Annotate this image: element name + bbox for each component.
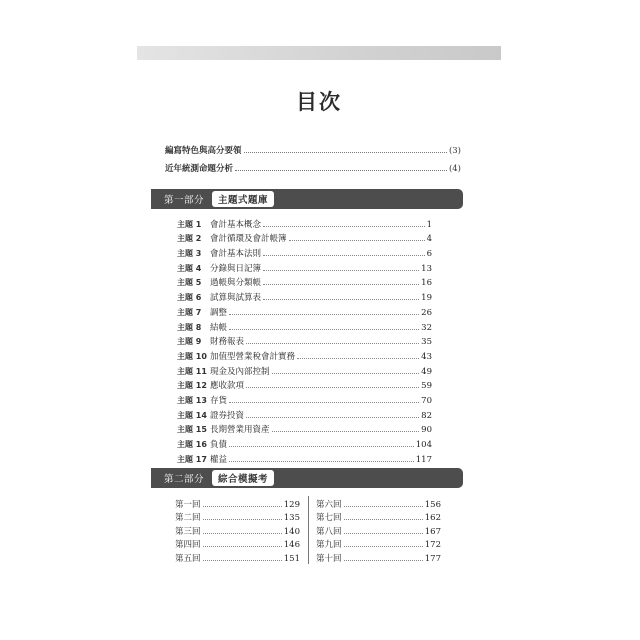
column-divider xyxy=(308,496,309,564)
topic-page: 13 xyxy=(421,263,432,274)
topic-page: 104 xyxy=(415,440,432,450)
topic-number: 主題 8 xyxy=(177,322,202,332)
toc-page xyxy=(137,46,501,576)
topic-number: 主題 9 xyxy=(177,337,202,347)
topic-row[interactable] xyxy=(177,333,432,348)
topic-name: 分錄與日記簿 xyxy=(210,263,262,274)
mock-exam-page: 177 xyxy=(424,553,441,564)
mock-exam-name: 第六回 xyxy=(316,499,342,510)
topic-number: 主題 7 xyxy=(177,307,202,317)
topic-name: 權益 xyxy=(210,454,228,465)
topic-row[interactable] xyxy=(177,362,432,377)
mock-exam-page: 156 xyxy=(424,499,441,510)
topic-name: 調整 xyxy=(210,307,228,318)
topic-number: 主題 4 xyxy=(177,263,202,273)
front-matter-item[interactable] xyxy=(165,160,461,174)
topic-number: 主題 12 xyxy=(177,381,207,391)
mock-exam-name: 第四回 xyxy=(175,540,201,550)
topic-name: 試算與試算表 xyxy=(210,293,262,304)
front-matter-label: 編寫特色與高分要領 xyxy=(165,146,242,156)
topic-row[interactable] xyxy=(177,230,432,245)
topic-row[interactable] xyxy=(177,391,432,406)
topic-row[interactable] xyxy=(177,450,432,465)
topic-row[interactable] xyxy=(177,288,432,303)
front-matter-page: (4) xyxy=(448,164,461,174)
topic-number: 主題 17 xyxy=(177,454,207,464)
dot-leader xyxy=(203,519,282,520)
front-matter-page: (3) xyxy=(448,146,461,156)
topic-row[interactable] xyxy=(177,274,432,289)
mock-exam-name: 第三回 xyxy=(175,526,201,537)
page-title: 目次 xyxy=(296,90,342,114)
topic-number: 主題 6 xyxy=(177,293,202,303)
dot-leader xyxy=(344,546,423,547)
mock-exam-name: 第七回 xyxy=(316,513,342,523)
topic-row[interactable] xyxy=(177,377,432,392)
topic-name: 存貨 xyxy=(210,395,228,406)
dot-leader xyxy=(263,284,419,285)
mock-exam-page: 162 xyxy=(424,513,441,523)
topic-number: 主題 5 xyxy=(177,278,202,288)
dot-leader xyxy=(344,506,423,507)
dot-leader xyxy=(246,417,419,418)
part2-name: 綜合模擬考 xyxy=(212,470,274,486)
topic-name: 證券投資 xyxy=(210,410,245,421)
topic-name: 應收款項 xyxy=(210,381,245,392)
topic-number: 主題 14 xyxy=(177,410,207,420)
dot-leader xyxy=(344,533,423,534)
topic-row[interactable] xyxy=(177,406,432,421)
topic-number: 主題 3 xyxy=(177,249,202,259)
topic-name: 現金及內部控制 xyxy=(210,366,270,377)
part1-name: 主題式題庫 xyxy=(212,191,274,207)
topic-name: 會計基本概念 xyxy=(210,219,262,230)
mock-exam-row[interactable] xyxy=(175,537,300,551)
topic-page: 32 xyxy=(421,322,432,333)
dot-leader xyxy=(229,402,419,403)
topic-number: 主題 13 xyxy=(177,395,207,405)
topic-row[interactable] xyxy=(177,347,432,362)
mock-exam-name: 第八回 xyxy=(316,526,342,537)
mock-exam-row[interactable] xyxy=(316,496,441,510)
topic-number: 主題 10 xyxy=(177,351,207,361)
mock-exam-page: 129 xyxy=(283,499,300,510)
topic-name: 過帳與分類帳 xyxy=(210,278,262,289)
mock-exam-row[interactable] xyxy=(316,550,441,564)
mock-exam-row[interactable] xyxy=(316,523,441,537)
dot-leader xyxy=(344,560,423,561)
dot-leader xyxy=(263,299,419,300)
dot-leader xyxy=(246,387,419,388)
topic-row[interactable] xyxy=(177,244,432,259)
part2-label: 第二部分 xyxy=(164,474,205,485)
topic-page: 26 xyxy=(421,307,432,318)
topic-number: 主題 16 xyxy=(177,440,207,449)
topic-list xyxy=(177,215,432,465)
dot-leader xyxy=(229,329,419,330)
dot-leader xyxy=(246,343,419,344)
topic-name: 長期營業用資產 xyxy=(210,425,270,436)
topic-number: 主題 11 xyxy=(177,366,207,376)
mock-exam-name: 第五回 xyxy=(175,553,201,564)
mock-exam-row[interactable] xyxy=(175,510,300,524)
topic-page: 35 xyxy=(421,337,432,348)
topic-page: 19 xyxy=(421,293,432,304)
topic-row[interactable] xyxy=(177,259,432,274)
topic-page: 59 xyxy=(421,381,432,392)
mock-exam-row[interactable] xyxy=(175,523,300,537)
topic-page: 1 xyxy=(426,219,432,230)
part1-header xyxy=(151,189,463,209)
topic-name: 加值型營業稅會計實務 xyxy=(210,351,296,362)
topic-page: 117 xyxy=(415,454,432,465)
mock-exam-row[interactable] xyxy=(175,496,300,510)
dot-leader xyxy=(203,506,282,507)
mock-exam-row[interactable] xyxy=(175,550,300,564)
part2-header xyxy=(151,468,463,488)
topic-page: 49 xyxy=(421,366,432,377)
topic-name: 負債 xyxy=(210,440,228,450)
front-matter-item[interactable] xyxy=(165,142,461,156)
topic-name: 會計基本法則 xyxy=(210,249,262,260)
mock-exam-page: 167 xyxy=(424,526,441,537)
mock-exam-page: 146 xyxy=(283,540,300,550)
topic-page: 70 xyxy=(421,395,432,406)
topic-name: 會計循環及會計帳簿 xyxy=(210,234,287,245)
dot-leader xyxy=(263,255,425,256)
topic-name: 結帳 xyxy=(210,322,228,333)
mock-exam-page: 140 xyxy=(283,526,300,537)
dot-leader xyxy=(297,358,419,359)
mock-exam-row[interactable] xyxy=(316,537,441,551)
mock-exam-name: 第九回 xyxy=(316,540,342,550)
front-matter-label: 近年統測命題分析 xyxy=(165,164,234,174)
part1-label: 第一部分 xyxy=(164,195,205,206)
dot-leader xyxy=(229,446,414,447)
topic-page: 43 xyxy=(421,351,432,362)
dot-leader xyxy=(203,560,282,561)
topic-row[interactable] xyxy=(177,318,432,333)
topic-page: 82 xyxy=(421,410,432,421)
dot-leader xyxy=(272,431,420,432)
dot-leader xyxy=(203,546,282,547)
mock-exam-page: 151 xyxy=(283,553,300,564)
mock-exam-name: 第十回 xyxy=(316,553,342,564)
topic-page: 6 xyxy=(426,249,432,260)
topic-number: 主題 15 xyxy=(177,425,207,435)
mock-exam-row[interactable] xyxy=(316,510,441,524)
mock-exam-name: 第一回 xyxy=(175,499,201,510)
dot-leader xyxy=(244,152,447,153)
dot-leader xyxy=(229,461,414,462)
mock-exam-column-right xyxy=(316,496,441,564)
topic-page: 4 xyxy=(426,234,432,245)
mock-exam-page: 172 xyxy=(424,540,441,550)
dot-leader xyxy=(263,226,425,227)
dot-leader xyxy=(229,314,419,315)
topic-number: 主題 1 xyxy=(177,219,202,229)
mock-exam-page: 135 xyxy=(283,513,300,523)
topic-row[interactable] xyxy=(177,435,432,450)
topic-row[interactable] xyxy=(177,303,432,318)
topic-page: 90 xyxy=(421,425,432,436)
dot-leader xyxy=(235,170,447,171)
dot-leader xyxy=(203,533,282,534)
topic-row[interactable] xyxy=(177,421,432,436)
topic-row[interactable] xyxy=(177,215,432,230)
dot-leader xyxy=(289,240,425,241)
topic-name: 財務報表 xyxy=(210,337,245,348)
header-bar xyxy=(137,46,501,60)
dot-leader xyxy=(263,270,419,271)
mock-exam-name: 第二回 xyxy=(175,513,201,523)
topic-number: 主題 2 xyxy=(177,234,202,244)
topic-page: 16 xyxy=(421,278,432,289)
dot-leader xyxy=(344,519,423,520)
dot-leader xyxy=(272,373,420,374)
mock-exam-column-left xyxy=(175,496,300,564)
